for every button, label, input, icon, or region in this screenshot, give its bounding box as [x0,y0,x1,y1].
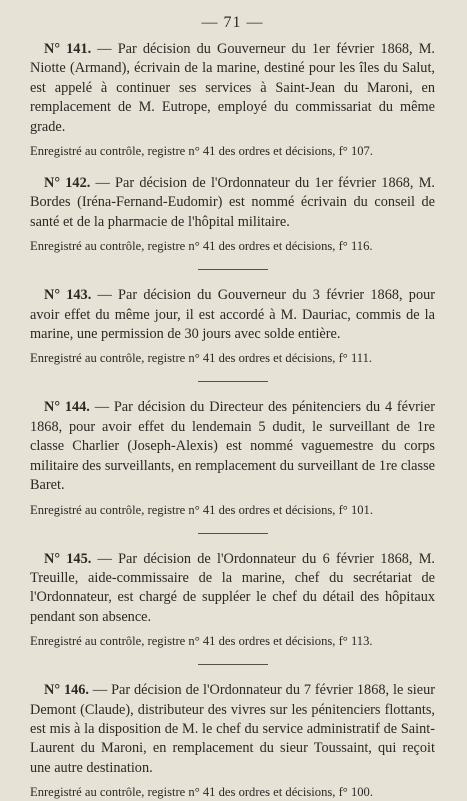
entry-text: — Par décision de l'Ordonnateur du 7 février 1868, le sieur Demont (Claude), distributeur des vivres sur les pénitenciers flottants, est mis à la disposition de M. le chef du service administratif de Saint-Laurent du Maroni, en remplacement du sieur Toussaint, qui reçoit une autre destination. [30,682,435,776]
page-number: — 71 — [201,14,264,31]
entry-142 [30,174,435,255]
entry-number: N° 146. [44,682,89,699]
registration-note: Enregistré au contrôle, registre n° 41 des ordres et décisions, f° 116. [30,239,373,254]
separator-rule [198,664,268,665]
separator-rule [198,381,268,382]
entry-number: N° 142. [44,175,91,192]
entry-number: N° 144. [44,399,90,416]
registration-note: Enregistré au contrôle, registre n° 41 des ordres et décisions, f° 111. [30,351,373,366]
entry-body [30,398,435,495]
entry-body [30,550,435,628]
entry-body [30,286,435,344]
registration-note: Enregistré au contrôle, registre n° 41 des ordres et décisions, f° 101. [30,502,374,517]
separator-rule [198,269,268,270]
entry-text: — Par décision de l'Ordonnateur du 1er février 1868, M. Bordes (Iréna-Fernand-Eudomir) est nommé écrivain du conseil de santé et de la pharmacie de l'hôpital militaire. [30,175,435,230]
entry-text: — Par décision de l'Ordonnateur du 6 février 1868, M. Treuille, aide-commissaire de la marine, chef du secrétariat de l'Ordonnateur, est chargé de suppléer le chef du détail des hôpitaux pendant son absence. [30,550,436,625]
entry-146 [30,681,435,801]
entry-text: — Par décision du Gouverneur du 1er février 1868, M. Niotte (Armand), écrivain de la marine, destiné pour les îles du Salut, est appelé à continuer ses services à Saint-Jean du Maroni, en remplacement de M. Eutrope, employé du commissariat du même grade. [30,41,436,135]
registration-note: Enregistré au contrôle, registre n° 41 des ordres et décisions, f° 100. [30,785,374,800]
entry-141 [30,40,435,160]
entry-number: N° 145. [44,550,92,567]
entry-number: N° 141. [44,41,92,57]
registration-note: Enregistré au contrôle, registre n° 41 des ordres et décisions, f° 113. [30,634,373,649]
entry-145 [30,550,435,651]
entry-body [30,174,435,232]
entry-143 [30,286,435,367]
separator-rule [198,533,268,534]
entry-text: — Par décision du Gouverneur du 3 février 1868, pour avoir effet du même jour, il est accordé à M. Dauriac, commis de la marine, une permission de 30 jours avec solde entière. [30,287,436,343]
entry-text: — Par décision du Directeur des pénitenciers du 4 février 1868, pour avoir effet du lendemain 5 dudit, le surveillant de 1re classe Charlier (Joseph-Alexis) est nommé vaguemestre du corps militaire des surveillants, en remplacement du surveillant de 1re classe Baret. [30,399,436,494]
entry-144 [30,398,435,518]
entry-body [30,681,435,778]
registration-note: Enregistré au contrôle, registre n° 41 des ordres et décisions, f° 107. [30,144,374,159]
entry-number: N° 143. [44,287,92,304]
entry-body [30,40,435,137]
